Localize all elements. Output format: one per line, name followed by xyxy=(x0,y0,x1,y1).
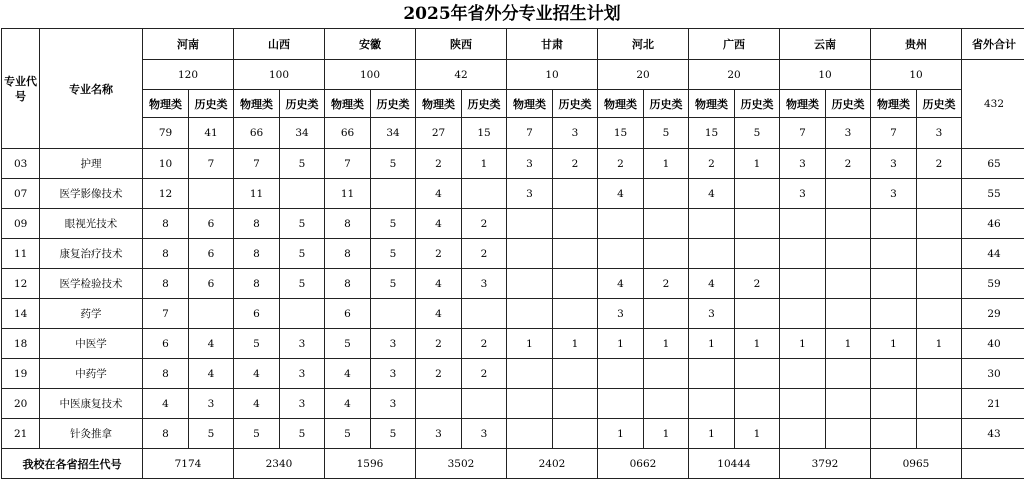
quota-cell: 8 xyxy=(234,269,280,299)
quota-cell: 4 xyxy=(416,299,462,329)
quota-cell: 2 xyxy=(917,149,962,179)
province-school-code: 2340 xyxy=(234,449,325,479)
quota-cell xyxy=(735,359,780,389)
quota-cell xyxy=(826,299,871,329)
quota-cell xyxy=(507,299,553,329)
quota-cell xyxy=(826,209,871,239)
quota-cell: 8 xyxy=(143,209,189,239)
province-history-count: 34 xyxy=(280,118,325,149)
quota-cell: 3 xyxy=(189,389,234,419)
table-row xyxy=(2,389,1024,419)
physics-label: 物理类 xyxy=(325,90,371,118)
province-physics-count: 7 xyxy=(780,118,826,149)
quota-cell: 5 xyxy=(371,239,416,269)
quota-cell xyxy=(689,239,735,269)
history-label: 历史类 xyxy=(735,90,780,118)
province-physics-count: 15 xyxy=(598,118,644,149)
province-total: 10 xyxy=(507,60,598,90)
quota-cell xyxy=(280,179,325,209)
province-physics-count: 66 xyxy=(325,118,371,149)
major-name: 护理 xyxy=(40,149,143,179)
quota-cell: 5 xyxy=(371,149,416,179)
province-school-code: 0965 xyxy=(871,449,962,479)
quota-cell xyxy=(871,389,917,419)
table-row xyxy=(2,149,1024,179)
quota-cell: 6 xyxy=(234,299,280,329)
quota-cell: 2 xyxy=(416,239,462,269)
quota-cell xyxy=(826,179,871,209)
province-physics-count: 27 xyxy=(416,118,462,149)
quota-cell: 1 xyxy=(689,329,735,359)
quota-cell: 7 xyxy=(234,149,280,179)
quota-cell xyxy=(507,269,553,299)
quota-cell: 2 xyxy=(735,269,780,299)
quota-cell: 4 xyxy=(234,359,280,389)
quota-cell: 3 xyxy=(871,149,917,179)
major-code: 07 xyxy=(2,179,40,209)
quota-cell: 2 xyxy=(689,149,735,179)
quota-cell xyxy=(735,239,780,269)
quota-cell: 4 xyxy=(189,329,234,359)
quota-cell: 1 xyxy=(644,149,689,179)
quota-cell: 3 xyxy=(371,329,416,359)
quota-cell: 1 xyxy=(598,329,644,359)
province-total: 10 xyxy=(780,60,871,90)
quota-cell xyxy=(826,239,871,269)
quota-cell xyxy=(735,209,780,239)
row-total: 30 xyxy=(962,359,1024,389)
quota-cell: 8 xyxy=(234,239,280,269)
province-history-count: 3 xyxy=(917,118,962,149)
quota-cell xyxy=(507,419,553,449)
quota-cell: 4 xyxy=(325,359,371,389)
quota-cell: 2 xyxy=(462,329,507,359)
major-name: 医学影像技术 xyxy=(40,179,143,209)
quota-cell: 5 xyxy=(280,419,325,449)
quota-cell xyxy=(644,179,689,209)
quota-cell xyxy=(462,389,507,419)
quota-cell xyxy=(553,179,598,209)
quota-cell: 6 xyxy=(189,269,234,299)
province-history-count: 34 xyxy=(371,118,416,149)
quota-cell: 3 xyxy=(507,179,553,209)
quota-cell: 5 xyxy=(189,419,234,449)
quota-cell: 2 xyxy=(416,359,462,389)
quota-cell: 3 xyxy=(780,149,826,179)
province-name: 安徽 xyxy=(325,29,416,60)
physics-label: 物理类 xyxy=(598,90,644,118)
quota-cell xyxy=(871,359,917,389)
quota-cell: 4 xyxy=(416,209,462,239)
quota-cell: 5 xyxy=(325,419,371,449)
quota-cell xyxy=(780,419,826,449)
quota-cell xyxy=(917,209,962,239)
quota-cell xyxy=(735,299,780,329)
quota-cell xyxy=(917,359,962,389)
quota-cell: 5 xyxy=(371,269,416,299)
quota-cell xyxy=(598,359,644,389)
quota-cell: 3 xyxy=(871,179,917,209)
quota-cell: 2 xyxy=(416,149,462,179)
row-total: 43 xyxy=(962,419,1024,449)
quota-cell xyxy=(871,269,917,299)
quota-cell: 7 xyxy=(189,149,234,179)
quota-cell: 11 xyxy=(325,179,371,209)
quota-cell: 1 xyxy=(507,329,553,359)
history-label: 历史类 xyxy=(917,90,962,118)
physics-label: 物理类 xyxy=(234,90,280,118)
quota-cell: 5 xyxy=(234,419,280,449)
physics-label: 物理类 xyxy=(507,90,553,118)
province-school-code: 1596 xyxy=(325,449,416,479)
quota-cell xyxy=(826,419,871,449)
quota-cell: 5 xyxy=(371,419,416,449)
major-name: 针灸推拿 xyxy=(40,419,143,449)
province-school-code: 0662 xyxy=(598,449,689,479)
table-row xyxy=(2,179,1024,209)
quota-cell: 1 xyxy=(644,329,689,359)
major-code: 21 xyxy=(2,419,40,449)
quota-cell xyxy=(917,299,962,329)
quota-cell xyxy=(416,389,462,419)
quota-cell xyxy=(507,389,553,419)
quota-cell xyxy=(598,209,644,239)
quota-cell xyxy=(189,299,234,329)
quota-cell: 10 xyxy=(143,149,189,179)
quota-cell: 5 xyxy=(280,269,325,299)
quota-cell xyxy=(553,209,598,239)
history-label: 历史类 xyxy=(280,90,325,118)
province-name: 河北 xyxy=(598,29,689,60)
quota-cell xyxy=(553,269,598,299)
quota-cell: 8 xyxy=(143,269,189,299)
row-total: 21 xyxy=(962,389,1024,419)
quota-cell: 8 xyxy=(325,269,371,299)
physics-label: 物理类 xyxy=(871,90,917,118)
quota-cell: 3 xyxy=(371,359,416,389)
quota-cell xyxy=(871,239,917,269)
quota-cell xyxy=(644,359,689,389)
quota-cell: 8 xyxy=(143,359,189,389)
quota-cell: 4 xyxy=(689,179,735,209)
header-name: 专业名称 xyxy=(40,29,143,149)
quota-cell xyxy=(280,299,325,329)
quota-cell xyxy=(917,389,962,419)
quota-cell xyxy=(689,359,735,389)
quota-cell xyxy=(553,239,598,269)
history-label: 历史类 xyxy=(644,90,689,118)
province-physics-count: 15 xyxy=(689,118,735,149)
province-name: 贵州 xyxy=(871,29,962,60)
quota-cell xyxy=(780,269,826,299)
quota-cell xyxy=(189,179,234,209)
history-label: 历史类 xyxy=(371,90,416,118)
quota-cell xyxy=(507,209,553,239)
province-name: 广西 xyxy=(689,29,780,60)
quota-cell: 1 xyxy=(735,149,780,179)
quota-cell: 3 xyxy=(416,419,462,449)
province-name: 山西 xyxy=(234,29,325,60)
quota-cell: 3 xyxy=(689,299,735,329)
row-total: 44 xyxy=(962,239,1024,269)
province-school-code: 3792 xyxy=(780,449,871,479)
quota-cell: 1 xyxy=(735,329,780,359)
major-code: 11 xyxy=(2,239,40,269)
quota-cell: 4 xyxy=(189,359,234,389)
major-name: 中药学 xyxy=(40,359,143,389)
major-name: 康复治疗技术 xyxy=(40,239,143,269)
row-total: 55 xyxy=(962,179,1024,209)
grand-total: 432 xyxy=(962,60,1024,149)
major-code: 19 xyxy=(2,359,40,389)
quota-cell: 5 xyxy=(280,239,325,269)
row-total: 29 xyxy=(962,299,1024,329)
quota-cell: 5 xyxy=(280,209,325,239)
quota-cell: 6 xyxy=(143,329,189,359)
quota-cell: 2 xyxy=(416,329,462,359)
major-code: 09 xyxy=(2,209,40,239)
quota-cell xyxy=(689,209,735,239)
province-total: 20 xyxy=(689,60,780,90)
history-label: 历史类 xyxy=(189,90,234,118)
quota-cell xyxy=(553,359,598,389)
quota-cell: 1 xyxy=(735,419,780,449)
province-total: 20 xyxy=(598,60,689,90)
quota-cell: 1 xyxy=(917,329,962,359)
quota-cell: 4 xyxy=(325,389,371,419)
quota-cell xyxy=(826,269,871,299)
physics-label: 物理类 xyxy=(416,90,462,118)
table-row xyxy=(2,419,1024,449)
province-name: 河南 xyxy=(143,29,234,60)
quota-cell xyxy=(644,239,689,269)
quota-cell: 3 xyxy=(507,149,553,179)
quota-cell: 5 xyxy=(234,329,280,359)
row-total: 40 xyxy=(962,329,1024,359)
table-row xyxy=(2,209,1024,239)
footer-empty xyxy=(962,449,1024,479)
quota-cell: 3 xyxy=(280,359,325,389)
quota-cell xyxy=(735,389,780,419)
quota-cell xyxy=(780,299,826,329)
quota-cell: 8 xyxy=(325,239,371,269)
province-history-count: 5 xyxy=(735,118,780,149)
quota-cell: 5 xyxy=(371,209,416,239)
quota-cell: 2 xyxy=(462,359,507,389)
physics-label: 物理类 xyxy=(143,90,189,118)
quota-cell xyxy=(871,419,917,449)
quota-cell: 4 xyxy=(416,179,462,209)
quota-cell xyxy=(644,209,689,239)
quota-cell xyxy=(917,419,962,449)
quota-cell xyxy=(598,389,644,419)
province-name: 甘肃 xyxy=(507,29,598,60)
quota-cell: 6 xyxy=(189,239,234,269)
quota-cell xyxy=(507,239,553,269)
quota-cell: 2 xyxy=(598,149,644,179)
quota-cell: 1 xyxy=(871,329,917,359)
quota-cell xyxy=(871,209,917,239)
header-total: 省外合计 xyxy=(962,29,1024,60)
quota-cell: 8 xyxy=(143,419,189,449)
major-name: 药学 xyxy=(40,299,143,329)
quota-cell xyxy=(780,239,826,269)
province-name: 陕西 xyxy=(416,29,507,60)
quota-cell: 3 xyxy=(280,389,325,419)
row-total: 65 xyxy=(962,149,1024,179)
quota-cell xyxy=(371,179,416,209)
quota-cell: 12 xyxy=(143,179,189,209)
province-name: 云南 xyxy=(780,29,871,60)
page-title: 2025年省外分专业招生计划 xyxy=(403,4,621,24)
major-name: 中医学 xyxy=(40,329,143,359)
physics-label: 物理类 xyxy=(689,90,735,118)
quota-cell: 8 xyxy=(143,239,189,269)
province-total: 100 xyxy=(234,60,325,90)
quota-cell: 2 xyxy=(826,149,871,179)
province-physics-count: 7 xyxy=(871,118,917,149)
quota-cell: 11 xyxy=(234,179,280,209)
major-code: 12 xyxy=(2,269,40,299)
province-total: 120 xyxy=(143,60,234,90)
province-history-count: 3 xyxy=(826,118,871,149)
quota-cell: 3 xyxy=(462,269,507,299)
quota-cell xyxy=(644,299,689,329)
province-total: 42 xyxy=(416,60,507,90)
quota-cell xyxy=(553,419,598,449)
major-code: 18 xyxy=(2,329,40,359)
quota-cell: 6 xyxy=(325,299,371,329)
quota-cell: 7 xyxy=(325,149,371,179)
quota-cell xyxy=(553,389,598,419)
major-code: 20 xyxy=(2,389,40,419)
major-code: 03 xyxy=(2,149,40,179)
province-physics-count: 7 xyxy=(507,118,553,149)
row-total: 59 xyxy=(962,269,1024,299)
quota-cell: 8 xyxy=(325,209,371,239)
province-history-count: 5 xyxy=(644,118,689,149)
quota-cell: 7 xyxy=(143,299,189,329)
major-name: 中医康复技术 xyxy=(40,389,143,419)
footer-label: 我校在各省招生代号 xyxy=(2,449,143,479)
quota-cell xyxy=(917,239,962,269)
quota-cell: 2 xyxy=(644,269,689,299)
quota-cell xyxy=(507,359,553,389)
quota-cell: 3 xyxy=(280,329,325,359)
physics-label: 物理类 xyxy=(780,90,826,118)
quota-cell: 4 xyxy=(234,389,280,419)
quota-cell: 1 xyxy=(553,329,598,359)
province-school-code: 2402 xyxy=(507,449,598,479)
major-name: 医学检验技术 xyxy=(40,269,143,299)
province-history-count: 15 xyxy=(462,118,507,149)
quota-cell xyxy=(598,239,644,269)
quota-cell: 1 xyxy=(780,329,826,359)
quota-cell: 4 xyxy=(598,269,644,299)
quota-cell xyxy=(371,299,416,329)
quota-cell: 4 xyxy=(598,179,644,209)
quota-cell: 2 xyxy=(462,209,507,239)
quota-cell: 3 xyxy=(462,419,507,449)
quota-cell: 2 xyxy=(462,239,507,269)
quota-cell xyxy=(644,389,689,419)
table-row xyxy=(2,329,1024,359)
row-total: 46 xyxy=(962,209,1024,239)
quota-cell xyxy=(780,209,826,239)
quota-cell: 1 xyxy=(598,419,644,449)
quota-cell: 3 xyxy=(598,299,644,329)
quota-cell xyxy=(871,299,917,329)
quota-cell: 4 xyxy=(416,269,462,299)
quota-cell: 2 xyxy=(553,149,598,179)
province-history-count: 3 xyxy=(553,118,598,149)
province-school-code: 7174 xyxy=(143,449,234,479)
major-code: 14 xyxy=(2,299,40,329)
quota-cell: 1 xyxy=(644,419,689,449)
history-label: 历史类 xyxy=(553,90,598,118)
quota-cell: 1 xyxy=(462,149,507,179)
quota-cell xyxy=(917,269,962,299)
province-school-code: 3502 xyxy=(416,449,507,479)
quota-cell: 3 xyxy=(371,389,416,419)
major-name: 眼视光技术 xyxy=(40,209,143,239)
quota-cell: 5 xyxy=(325,329,371,359)
quota-cell xyxy=(462,179,507,209)
quota-cell: 4 xyxy=(689,269,735,299)
province-physics-count: 79 xyxy=(143,118,189,149)
quota-cell xyxy=(780,359,826,389)
province-history-count: 41 xyxy=(189,118,234,149)
quota-cell xyxy=(735,179,780,209)
enrollment-table xyxy=(1,28,1024,479)
quota-cell: 1 xyxy=(826,329,871,359)
quota-cell xyxy=(553,299,598,329)
table-row xyxy=(2,239,1024,269)
quota-cell xyxy=(462,299,507,329)
table-row xyxy=(2,269,1024,299)
quota-cell: 8 xyxy=(234,209,280,239)
quota-cell xyxy=(917,179,962,209)
province-total: 10 xyxy=(871,60,962,90)
quota-cell xyxy=(826,359,871,389)
table-row xyxy=(2,299,1024,329)
quota-cell: 1 xyxy=(689,419,735,449)
header-code: 专业代号 xyxy=(2,29,40,149)
history-label: 历史类 xyxy=(826,90,871,118)
history-label: 历史类 xyxy=(462,90,507,118)
quota-cell: 3 xyxy=(780,179,826,209)
quota-cell xyxy=(780,389,826,419)
province-physics-count: 66 xyxy=(234,118,280,149)
quota-cell: 4 xyxy=(143,389,189,419)
quota-cell: 6 xyxy=(189,209,234,239)
quota-cell xyxy=(689,389,735,419)
table-row xyxy=(2,359,1024,389)
quota-cell: 5 xyxy=(280,149,325,179)
province-total: 100 xyxy=(325,60,416,90)
quota-cell xyxy=(826,389,871,419)
province-school-code: 10444 xyxy=(689,449,780,479)
